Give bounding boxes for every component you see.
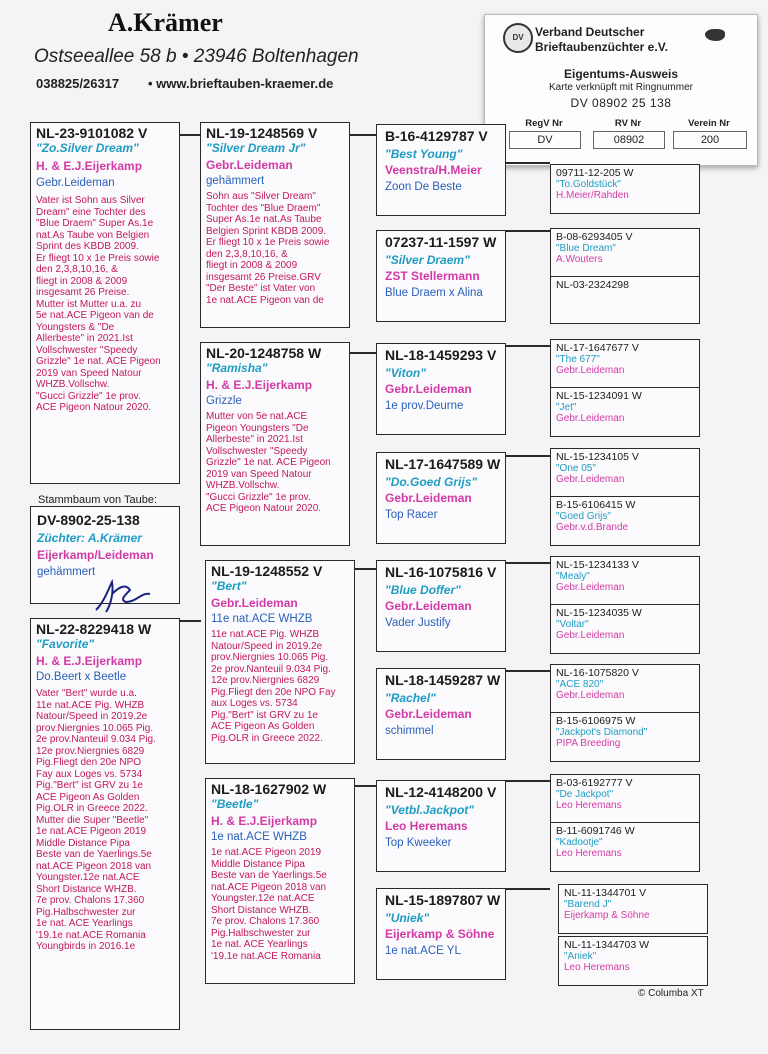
mm-description-line: Beste van de Yaerlings.5e [211,870,327,881]
card-value-regv: DV [509,131,581,149]
connector [350,134,376,136]
gen3-info: Top Kweeker [385,837,452,849]
subject-caption: Stammbaum von Taube: [38,494,158,506]
gen3-breeder: Gebr.Leideman [385,707,472,721]
fm-description-line: 2019 van Speed Natour [206,468,312,480]
father-description-line: 2019 van Speed Natour [36,367,142,379]
father-description-line: Allerbeste" in 2021.Ist [36,333,133,344]
mf-info: 11e nat.ACE WHZB [211,613,313,625]
fm-breeder: H. & E.J.Eijerkamp [206,378,313,392]
gen4-ring: NL-11-1344703 W [564,939,650,951]
mother-description [36,688,174,953]
gen4-breeder: Gebr.Leideman [556,413,625,424]
gen4-name: "Jackpot's Diamond" [556,727,648,738]
fm-ring: NL-20-1248758 W [206,345,322,361]
mother-description-line: Pig.OLR in Greece 2022. [36,803,148,814]
mm-description-line: 1e nat.ACE Pigeon 2019 [211,847,322,858]
gen4-breeder: H.Meier/Rahden [556,190,629,201]
gen3-box-3[interactable] [376,343,506,435]
mf-breeder: Gebr.Leideman [211,596,298,610]
connector [505,562,550,564]
father-description-line: insgesamt 26 Preise. [36,287,130,298]
gen3-name: "Uniek" [385,911,430,925]
mother-description-line: Vater "Bert" wurde u.a. [36,688,137,699]
gen4-breeder: Gebr.Leideman [556,365,625,376]
copyright: © Columba XT [638,988,704,999]
gen4-name: "Mealy" [556,571,590,582]
connector [505,670,550,672]
gen4-box-6[interactable] [550,387,700,437]
gen4-ring: B-11-6091746 W [556,825,635,837]
fm-description-line: Grizzle" 1e nat. ACE Pigeon [206,457,331,468]
gen4-name: "The 677" [556,354,600,365]
fm-description-line: Allerbeste" in 2021.Ist [206,434,303,445]
mf-description-line: 11e nat.ACE Pig. WHZB [211,629,320,640]
connector [505,780,550,782]
signature [90,572,160,618]
gen4-box-12[interactable] [550,712,700,762]
father-description-line: Youngsters & "De [36,321,115,333]
gen4-ring: NL-15-1234091 W [556,390,642,402]
gen3-breeder: Gebr.Leideman [385,382,472,396]
gen4-box-4[interactable] [550,276,700,324]
connector [180,620,201,622]
fm-box[interactable] [200,342,350,546]
father-description-line: den 2,3,8,10,16, & [36,264,118,275]
gen4-breeder: Gebr.Leideman [556,474,625,485]
father-info: Gebr.Leideman [36,177,115,189]
mother-description-line: Pig.Fliegt den 20e NPO [36,757,142,768]
mm-description-line: Middle Distance Pipa [211,858,305,870]
father-description-line: Dream" eine Tochter des [36,206,146,218]
gen3-info: Zoon De Beste [385,181,462,193]
father-description-line: Mutter ist Mutter u.a. zu [36,298,142,310]
connector [505,455,550,457]
ff-box[interactable] [200,122,350,328]
mother-description-line: nat.ACE Pigeon 2018 van [36,860,152,872]
gen4-box-16[interactable] [558,936,708,986]
mother-description-line: 11e nat.ACE Pig. WHZB [36,699,145,711]
gen3-info: Vader Justify [385,617,451,629]
mm-description-line: Youngster.12e nat.ACE [211,893,315,904]
gen3-info: Top Racer [385,509,438,521]
ff-description-line: den 2,3,8,10,16, & [206,248,288,260]
mother-description-line: Youngbirds in 2016.1e [36,941,136,952]
org-line-2: Brieftaubenzüchter e.V. [535,40,668,54]
gen4-name: "Kadootje" [556,837,603,848]
mother-description-line: prov.Niergnies 10.065 Pig. [36,722,154,734]
gen3-breeder: Eijerkamp & Söhne [385,927,495,941]
gen4-name: "Aniek" [564,951,597,962]
connector [180,134,201,136]
mf-description-line: prov.Niergnies 10.065 Pig. [211,652,329,663]
subject-breeder: Züchter: A.Krämer [37,531,142,545]
gen4-ring: NL-17-1647677 V [556,342,639,354]
gen4-ring: NL-03-2324298 [556,279,629,291]
gen4-box-13[interactable] [550,774,700,824]
gen4-ring: NL-11-1344701 V [564,887,647,899]
gen3-box-2[interactable] [376,230,506,322]
gen3-name: "Do.Goed Grijs" [385,475,478,489]
gen3-ring: 07237-11-1597 W [385,234,497,250]
gen4-name: "ACE 820" [556,679,604,690]
gen4-name: "To.Goldstück" [556,179,621,190]
mother-description-line: Youngster.12e nat.ACE [36,872,140,883]
gen4-breeder: Gebr.Leideman [556,690,625,701]
gen3-box-6[interactable] [376,668,506,760]
gen3-breeder: Leo Heremans [385,819,468,833]
gen3-ring: NL-15-1897807 W [385,892,501,908]
card-ring: DV 08902 25 138 [570,96,672,110]
gen3-ring: B-16-4129787 V [385,128,488,144]
ff-description-line: Belgien Sprint KBDB 2009. [206,225,327,237]
mm-box[interactable] [205,778,355,984]
gen4-name: "One 05" [556,463,596,474]
card-value-rv: 08902 [593,131,665,149]
gen4-ring: NL-15-1234035 W [556,607,642,619]
fm-description-line: "Gucci Grizzle" 1e prov. [206,491,311,503]
mother-ring: NL-22-8229418 W [36,621,152,637]
mf-description-line: aux Loges vs. 5734 [211,698,298,709]
father-description-line: Vollschwester "Speedy [36,344,138,356]
father-description-line: WHZB.Vollschw. [36,379,110,390]
breeder-name: A.Krämer [108,8,223,37]
connector [350,352,376,354]
gen3-name: "Viton" [385,366,426,380]
mm-description-line: Pig.Halbschwester zur [211,927,311,939]
gen3-name: "Rachel" [385,691,436,705]
gen3-ring: NL-18-1459287 W [385,672,501,688]
mf-box[interactable] [205,560,355,764]
mother-description-line: Fay aux Loges vs. 5734 [36,768,143,780]
fm-description [206,411,344,515]
fm-info: Grizzle [206,395,242,407]
mother-description-line: ACE Pigeon As Golden [36,791,140,803]
card-header-verein: Verein Nr [688,118,730,129]
mm-name: "Beetle" [211,797,259,811]
gen3-breeder: Gebr.Leideman [385,491,472,505]
breeder-address: Ostseeallee 58 b • 23946 Boltenhagen [34,46,359,67]
gen4-breeder: A.Wouters [556,254,603,265]
gen4-name: "Goed Grijs" [556,511,611,522]
connector [355,568,376,570]
fm-description-line: ACE Pigeon Natour 2020. [206,503,322,514]
mm-description-line: 1e nat. ACE Yearlings [211,939,308,950]
gen4-breeder: Gebr.Leideman [556,630,625,641]
mf-description-line: Pig.OLR in Greece 2022. [211,732,323,744]
gen3-info: 1e prov.Deurne [385,400,464,412]
connector [505,888,550,890]
card-header-rv: RV Nr [614,118,642,129]
card-header-regv: RegV Nr [525,118,563,129]
father-description-line: "Gucci Grizzle" 1e prov. [36,390,141,402]
father-description-line: Er fliegt 10 x 1e Preis sowie [36,252,160,264]
mf-name: "Bert" [211,579,247,593]
gen3-name: "Silver Draem" [385,253,470,267]
gen4-breeder: Leo Heremans [556,848,622,859]
gen3-box-5[interactable] [376,560,506,652]
gen4-name: "Voltar" [556,619,589,630]
pigeon-icon [705,29,725,41]
gen3-info: Blue Draem x Alina [385,287,483,299]
gen4-box-11[interactable] [550,664,700,714]
mm-info: 1e nat.ACE WHZB [211,831,307,843]
gen4-breeder: Leo Heremans [564,962,630,973]
gen4-ring: NL-16-1075820 V [556,667,639,679]
mf-description-line: 2e prov.Nanteuil 9.034 Pig. [211,663,331,675]
mm-ring: NL-18-1627902 W [211,781,327,797]
ff-description-line: Er fliegt 10 x 1e Preis sowie [206,237,330,248]
mother-breeder: H. & E.J.Eijerkamp [36,654,143,668]
gen3-ring: NL-17-1647589 W [385,456,501,472]
gen4-breeder: Gebr.Leideman [556,582,625,593]
mother-description-line: Short Distance WHZB. [36,883,137,895]
gen4-breeder: PIPA Breeding [556,738,621,749]
mf-description-line: ACE Pigeon As Golden [211,721,315,732]
gen3-box-1[interactable] [376,124,506,216]
gen4-name: "Blue Dream" [556,243,616,254]
mm-description [211,847,349,962]
father-description-line: Sprint des KBDB 2009. [36,241,139,252]
mother-description-line: 1e nat. ACE Yearlings [36,918,133,929]
gen4-box-14[interactable] [550,822,700,872]
mf-description-line: Pig."Bert" ist GRV zu 1e [211,709,318,721]
gen4-breeder: Gebr.v.d.Brande [556,522,629,533]
fm-name: "Ramisha" [206,361,268,375]
gen4-ring: B-03-6192777 V [556,777,633,789]
mother-description-line: 7e prov. Chalons 17.360 [36,895,145,906]
mother-description-line: Mutter die Super "Beetle" [36,814,149,826]
ff-description-line: Sohn aus "Silver Dream" [206,191,316,202]
mf-ring: NL-19-1248552 V [211,563,323,579]
ownership-card [484,14,758,166]
gen3-ring: NL-16-1075816 V [385,564,497,580]
father-description-line: fliegt in 2008 & 2009 [36,275,128,287]
gen3-name: "Best Young" [385,147,463,161]
ff-description-line: Tochter des "Blue Draem" [206,202,321,214]
mother-info: Do.Beert x Beetle [36,671,127,683]
subject-info: gehämmert [37,566,96,578]
father-ring: NL-23-9101082 V [36,125,148,141]
gen4-name: "Jet" [556,402,577,413]
gen3-info: schimmel [385,725,434,737]
father-name: "Zo.Silver Dream" [36,141,139,155]
breeder-phone: 038825/26317 [36,76,120,91]
father-description-line: nat.As Taube von Belgien [36,229,150,241]
mother-description-line: 12e prov.Niergnies 6829 [36,745,145,757]
gen3-breeder: Gebr.Leideman [385,599,472,613]
mm-description-line: nat.ACE Pigeon 2018 van [211,881,327,893]
breeder-website[interactable]: • www.brieftauben-kraemer.de [148,76,334,91]
card-title: Eigentums-Ausweis [563,67,679,81]
father-description-line: "Blue Draem" Super As.1e [36,218,154,229]
gen4-ring: B-08-6293405 V [556,231,633,243]
gen4-ring: B-15-6106975 W [556,715,636,727]
mother-name: "Favorite" [36,637,95,651]
gen4-breeder: Eijerkamp & Söhne [564,910,650,921]
connector [505,230,550,232]
mother-box[interactable] [30,618,180,1030]
fm-description-line: WHZB.Vollschw. [206,480,280,491]
ff-description-line: "Der Beste" ist Vater von [206,283,316,294]
connector [355,785,376,787]
father-description-line: Grizzle" 1e nat. ACE Pigeon [36,356,161,367]
gen4-box-5[interactable] [550,339,700,389]
mother-description-line: Pig.Halbschwester zur [36,906,136,918]
gen4-ring: 09711-12-205 W [556,167,634,179]
org-line-1: Verband Deutscher [535,25,645,39]
gen3-breeder: Veenstra/H.Meier [385,163,482,177]
mf-description [211,629,349,744]
gen4-ring: NL-15-1234133 V [556,559,639,571]
gen4-breeder: Leo Heremans [556,800,622,811]
mother-description-line: Natour/Speed in 2019.2e [36,711,148,722]
mm-breeder: H. & E.J.Eijerkamp [211,814,318,828]
mother-description-line: '19.1e nat.ACE Romania [36,929,146,941]
mother-description-line: Middle Distance Pipa [36,837,130,849]
subject-owners: Eijerkamp/Leideman [37,548,154,562]
mm-description-line: 7e prov. Chalons 17.360 [211,916,320,927]
fm-description-line: Vollschwester "Speedy [206,445,308,457]
gen4-name: "De Jackpot" [556,789,614,800]
connector [505,162,550,164]
gen3-box-4[interactable] [376,452,506,544]
gen3-info: 1e nat.ACE YL [385,945,461,957]
gen3-ring: NL-12-4148200 V [385,784,497,800]
ff-description-line: Super As.1e nat.As Taube [206,214,322,225]
mf-description-line: Pig.Fliegt den 20e NPO Fay [211,686,336,698]
mother-description-line: 2e prov.Nanteuil 9.034 Pig. [36,734,156,745]
gen3-ring: NL-18-1459293 V [385,347,497,363]
mother-description-line: Pig."Bert" ist GRV zu 1e [36,780,143,791]
ff-description-line: insgesamt 26 Preise.GRV [206,271,321,283]
mf-description-line: Natour/Speed in 2019.2e [211,640,323,652]
father-description-line: ACE Pigeon Natour 2020. [36,402,152,413]
gen4-box-9[interactable] [550,556,700,606]
connector [505,345,550,347]
fm-description-line: Pigeon Youngsters "De [206,422,309,434]
father-description [36,195,174,414]
dv-logo-icon: DV [503,23,533,53]
subject-ring: DV-8902-25-138 [37,512,140,528]
gen3-breeder: ZST Stellermann [385,269,480,283]
card-subtitle: Karte verknüpft mit Ringnummer [549,82,693,93]
ff-description-line: 1e nat.ACE Pigeon van de [206,294,324,306]
mf-description-line: 12e prov.Niergnies 6829 [211,675,320,686]
ff-description-line: fliegt in 2008 & 2009 [206,260,298,271]
ff-description [206,191,344,306]
father-description-line: Vater ist Sohn aus Silver [36,195,145,206]
mother-description-line: 1e nat.ACE Pigeon 2019 [36,826,147,837]
gen4-name: "Barend J" [564,899,612,910]
gen3-name: "Vetbl.Jackpot" [385,803,474,817]
gen4-box-10[interactable] [550,604,700,654]
gen4-box-7[interactable] [550,448,700,498]
father-box[interactable] [30,122,180,484]
gen3-box-7[interactable] [376,780,506,872]
card-value-verein: 200 [673,131,747,149]
mm-description-line: '19.1e nat.ACE Romania [211,950,321,962]
mother-description-line: Beste van de Yaerlings.5e [36,849,152,860]
mm-description-line: Short Distance WHZB. [211,904,312,916]
gen4-box-8[interactable] [550,496,700,546]
gen4-box-15[interactable] [558,884,708,934]
ff-ring: NL-19-1248569 V [206,125,318,141]
ff-breeder: Gebr.Leideman [206,158,293,172]
fm-description-line: Mutter von 5e nat.ACE [206,411,308,422]
gen3-name: "Blue Doffer" [385,583,461,597]
father-breeder: H. & E.J.Eijerkamp [36,159,143,173]
gen4-ring: B-15-6106415 W [556,499,636,511]
gen4-box-2[interactable] [550,164,700,214]
ff-info: gehämmert [206,175,265,187]
gen4-box-3[interactable] [550,228,700,278]
father-description-line: 5e nat.ACE Pigeon van de [36,310,154,321]
ff-name: "Silver Dream Jr" [206,141,306,155]
gen3-box-8[interactable] [376,888,506,980]
gen4-ring: NL-15-1234105 V [556,451,639,463]
